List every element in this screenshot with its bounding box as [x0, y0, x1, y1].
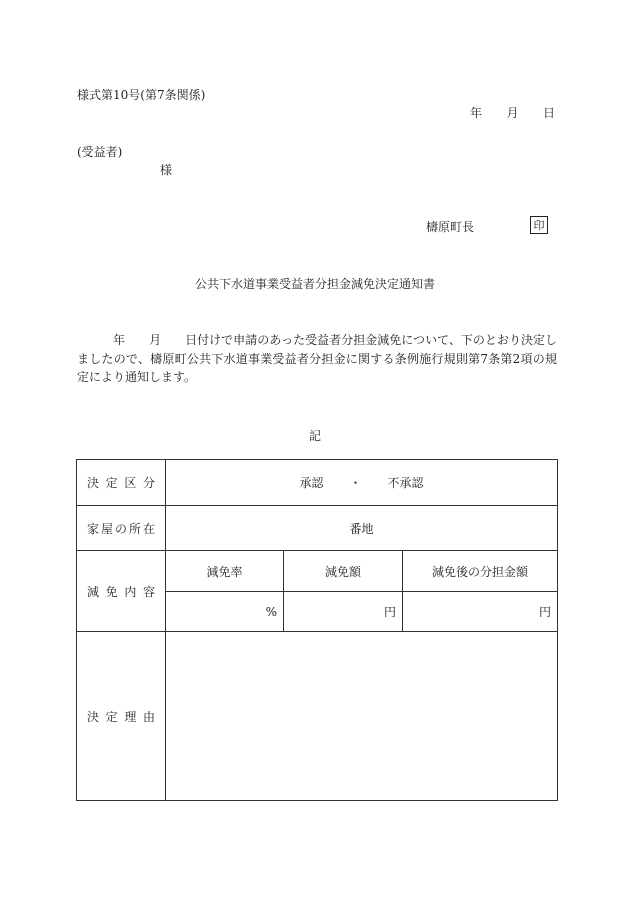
body-text: 日付けで申請のあった受益者分担金減免について、下のとおり決定しましたので、檮原町公共下水道事業受益者分担金に関する条例施行規則第7条第2項の規定により通知します。 — [77, 333, 557, 384]
date-line — [470, 104, 555, 121]
reason-cell[interactable] — [166, 632, 558, 801]
body-year: 年 — [113, 333, 126, 347]
form-number: 様式第10号(第7条関係) — [77, 88, 206, 102]
recipient-label: (受益者) — [77, 145, 123, 159]
date-day: 日 — [542, 106, 555, 120]
document-title: 公共下水道事業受益者分担金減免決定通知書 — [194, 277, 435, 291]
decision-table — [76, 459, 558, 801]
col-after-header: 減免後の分担金額 — [403, 551, 558, 592]
body-month: 月 — [149, 333, 162, 347]
decision-choice — [166, 460, 558, 506]
amount-cell[interactable]: 円 — [284, 592, 403, 632]
decision-label: 決定区分 — [77, 460, 166, 506]
body-paragraph — [77, 331, 557, 387]
row-reduction-header — [77, 551, 558, 592]
after-amount-cell[interactable]: 円 — [403, 592, 558, 632]
row-reason — [77, 632, 558, 801]
col-rate-header: 減免率 — [166, 551, 284, 592]
approve-option[interactable]: 承認 — [299, 476, 324, 490]
seal-stamp: 印 — [530, 216, 548, 234]
date-month: 月 — [506, 106, 519, 120]
row-house — [77, 506, 558, 551]
row-decision — [77, 460, 558, 506]
rate-cell[interactable]: % — [166, 592, 284, 632]
ki-heading: 記 — [308, 429, 321, 443]
col-amount-header: 減免額 — [284, 551, 403, 592]
reason-label: 決定理由 — [77, 632, 166, 801]
house-label: 家屋の所在 — [77, 506, 166, 551]
date-year: 年 — [470, 106, 483, 120]
option-separator: ・ — [349, 476, 362, 490]
issuer-name: 檮原町長 — [426, 220, 475, 234]
reduction-label: 減免内容 — [77, 551, 166, 632]
honorific: 様 — [160, 163, 173, 177]
house-value[interactable]: 番地 — [166, 506, 558, 551]
disapprove-option[interactable]: 不承認 — [387, 476, 424, 490]
